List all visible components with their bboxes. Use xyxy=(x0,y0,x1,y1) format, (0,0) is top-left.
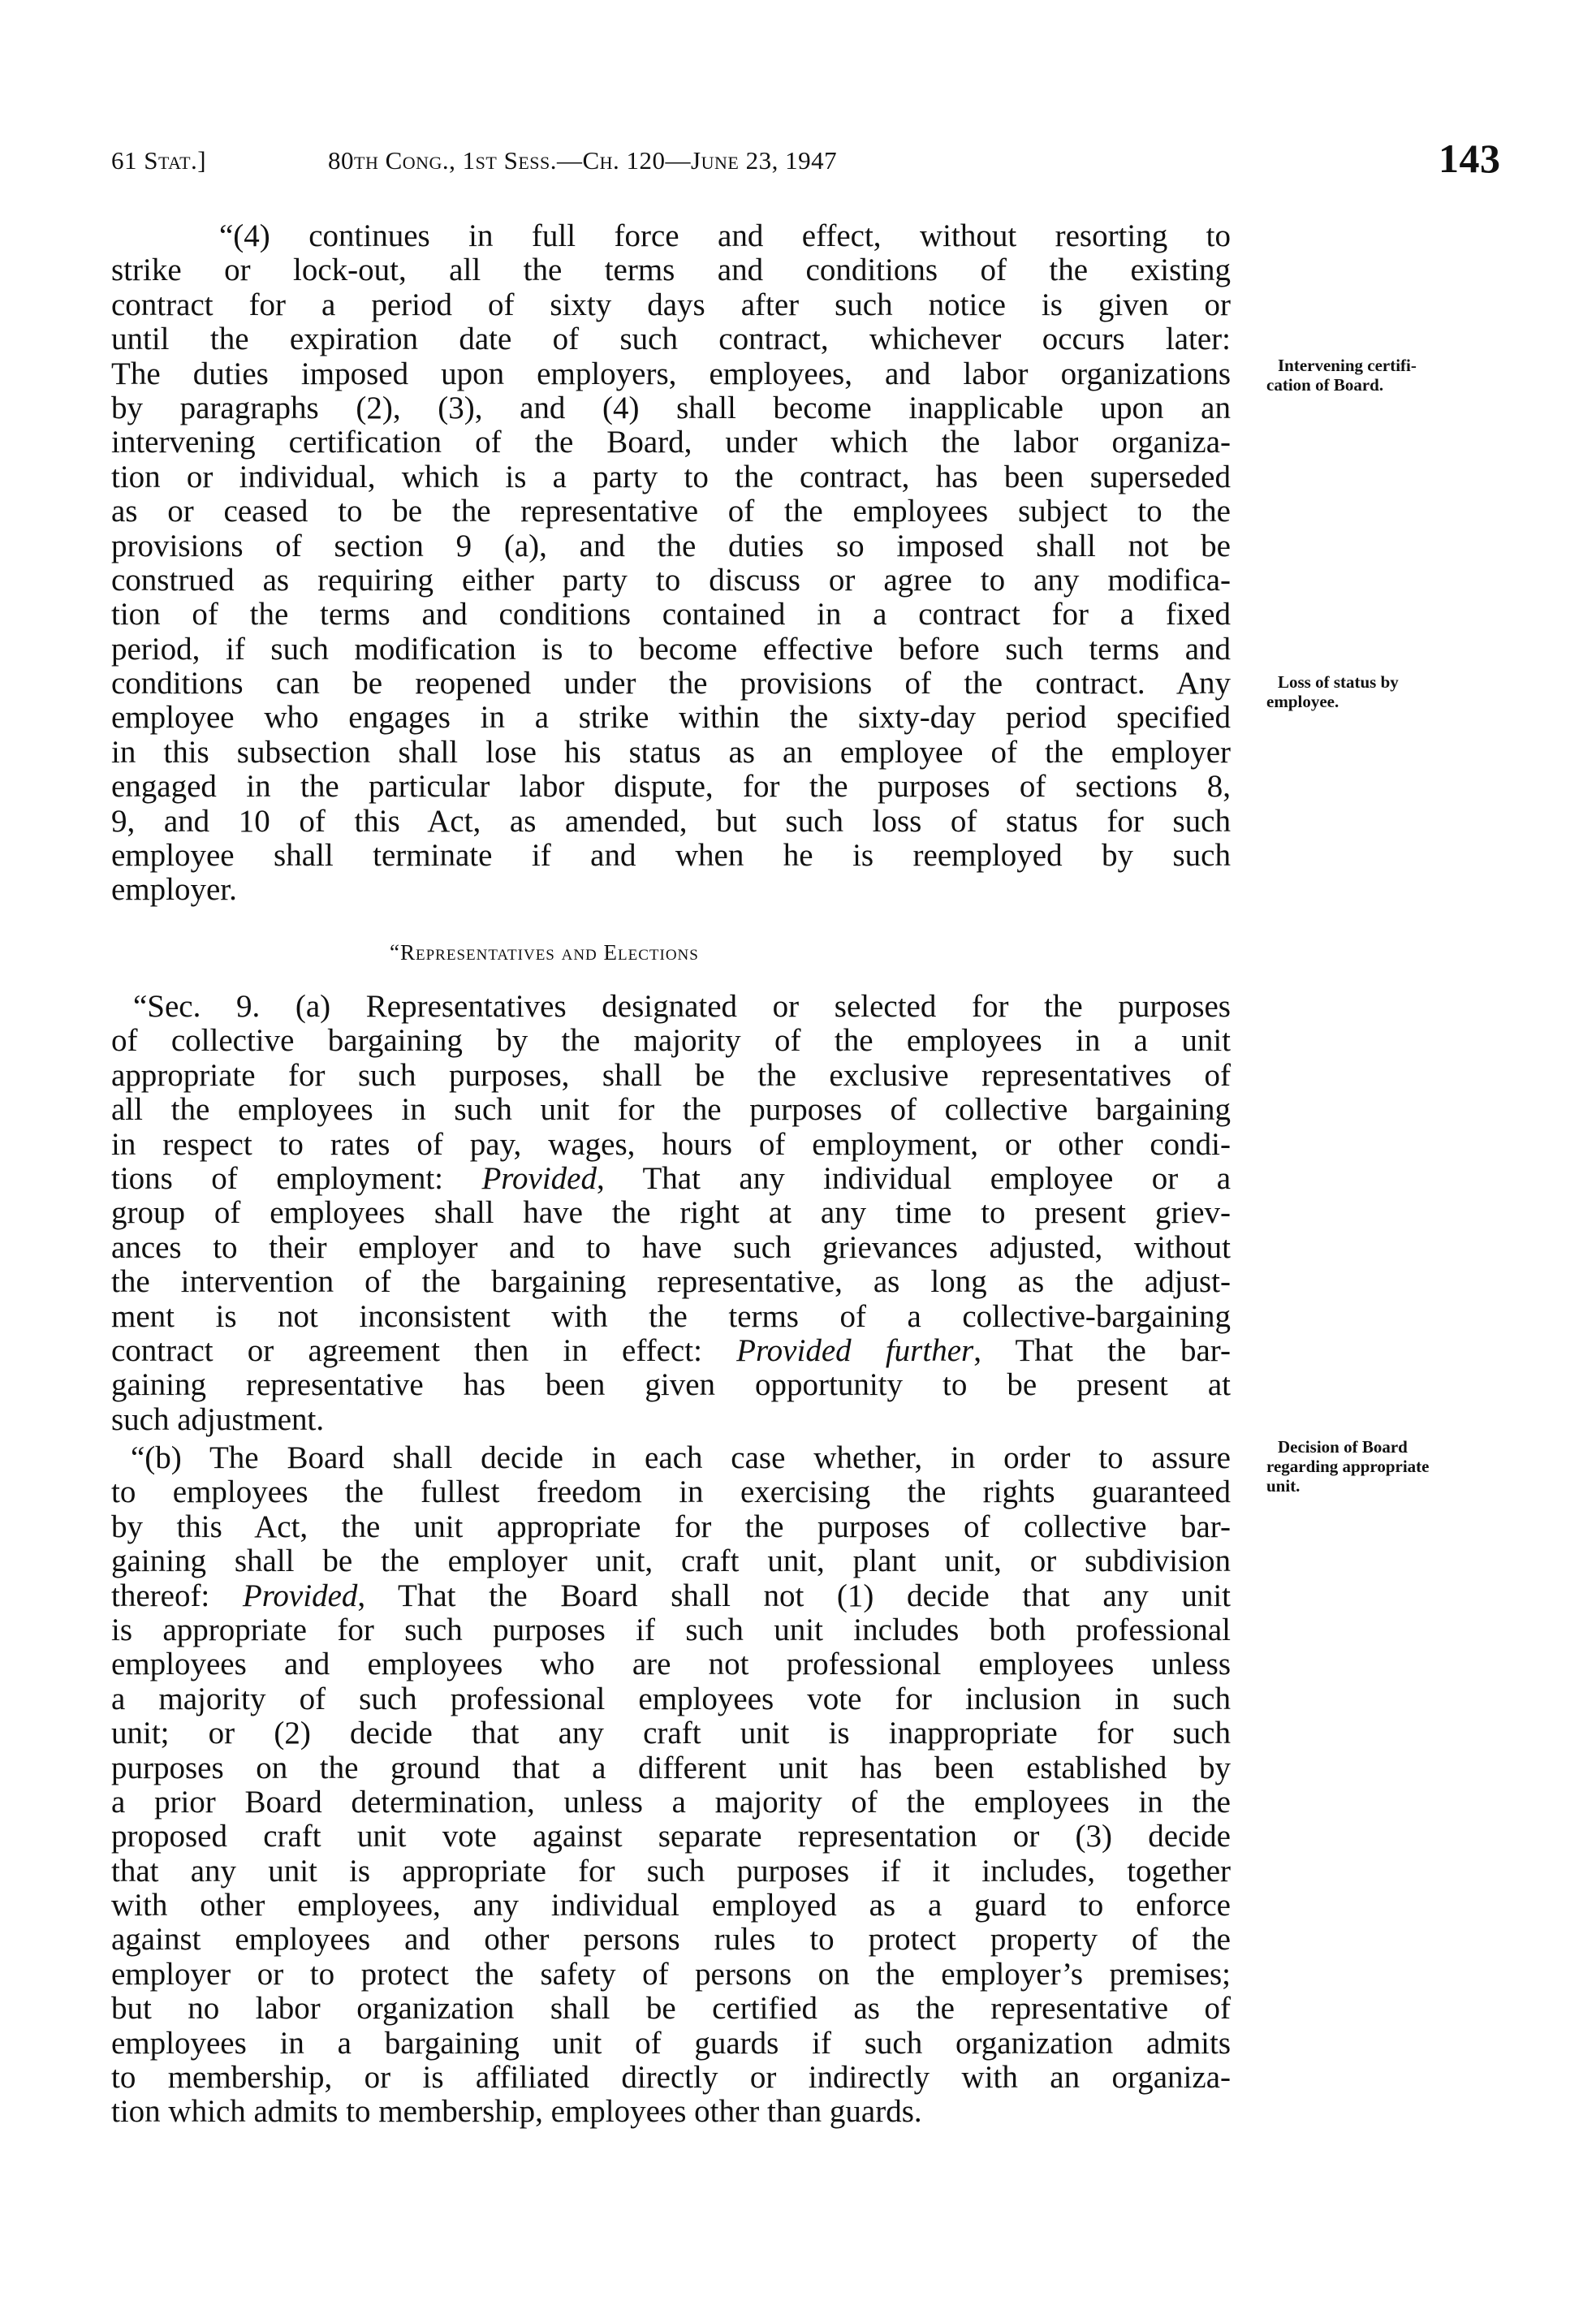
text-segment: tion which admits to membership, employees other than guards. xyxy=(111,2094,922,2130)
text-line xyxy=(111,1820,1231,1854)
text-segment: strike or lock-out, all the terms and conditions of the existing xyxy=(111,253,1231,288)
text-segment: by paragraphs (2), (3), and (4) shall become inapplicable upon an xyxy=(111,390,1231,425)
text-segment: tion or individual, which is a party to the contract, has been superseded xyxy=(111,459,1231,494)
text-line xyxy=(111,494,1231,529)
text-segment: a prior Board determination, unless a majority of the employees in the xyxy=(111,1784,1231,1820)
text-segment: to membership, or is affiliated directly or indirectly with an organiza- xyxy=(111,2060,1231,2096)
text-line xyxy=(111,701,1231,735)
text-segment: group of employees shall have the right at any time to present griev- xyxy=(111,1195,1231,1231)
text-line xyxy=(111,1231,1231,1265)
italic-term: Provided xyxy=(242,1578,358,1613)
text-line xyxy=(111,1751,1231,1785)
text-segment: The duties imposed upon employers, employees, and labor organizations xyxy=(111,356,1231,391)
text-line xyxy=(111,425,1231,460)
text-line xyxy=(111,839,1231,873)
text-segment: provisions of section 9 (a), and the duties so imposed shall not be xyxy=(111,528,1231,563)
text-segment: “(b) The Board shall decide in each case whether, in order to assure xyxy=(131,1440,1231,1475)
text-line xyxy=(111,1196,1231,1230)
text-segment: employer or to protect the safety of persons on the employer’s premises; xyxy=(111,1956,1231,1992)
text-segment: construed as requiring either party to discuss or agree to any modifica- xyxy=(111,562,1231,598)
text-line xyxy=(111,1579,1231,1613)
text-line xyxy=(111,288,1231,322)
text-line xyxy=(111,1647,1231,1682)
text-line xyxy=(111,1716,1231,1751)
text-segment: , That the bar- xyxy=(973,1332,1231,1368)
text-segment: is appropriate for such purposes if such unit includes both professional xyxy=(111,1612,1231,1647)
text-segment: “Sec. 9. (a) Representatives designated or selected for the purposes xyxy=(133,989,1231,1024)
text-line xyxy=(111,1510,1231,1544)
text-segment: intervening certification of the Board, under which the labor organiza- xyxy=(111,425,1231,460)
text-segment: such adjustment. xyxy=(111,1401,325,1437)
text-line xyxy=(111,529,1231,563)
text-line xyxy=(111,1785,1231,1820)
text-line xyxy=(111,990,1231,1024)
text-segment: unit; or (2) decide that any craft unit is inappropriate for such xyxy=(111,1716,1231,1751)
text-line xyxy=(111,1334,1231,1368)
text-line xyxy=(111,1992,1231,2026)
text-segment: a majority of such professional employees vote for inclusion in such xyxy=(111,1681,1231,1716)
section-9b-text xyxy=(111,1441,1231,2130)
paragraph-4-text xyxy=(111,219,1231,908)
italic-term: Provided xyxy=(481,1160,597,1196)
text-segment: by this Act, the unit appropriate for the purposes of collective bar- xyxy=(111,1509,1231,1544)
text-line xyxy=(111,1162,1231,1196)
text-segment: contract or agreement then in effect: xyxy=(111,1332,737,1368)
text-segment: against employees and other persons rules to protect property of the xyxy=(111,1922,1231,1958)
text-line xyxy=(111,598,1231,632)
text-line xyxy=(111,1923,1231,1957)
text-segment: employee shall terminate if and when he is reemployed by such xyxy=(111,838,1231,874)
margin-note-line: Decision of Board xyxy=(1278,1437,1408,1457)
text-line xyxy=(111,736,1231,770)
text-segment: contract for a period of sixty days after such notice is given or xyxy=(111,287,1231,322)
text-segment: 9, and 10 of this Act, as amended, but such loss of status for such xyxy=(111,803,1231,839)
text-line xyxy=(111,873,1231,907)
text-segment: conditions can be reopened under the provisions of the contract. Any xyxy=(111,666,1231,702)
text-segment: employee who engages in a strike within the sixty-day period specified xyxy=(111,700,1231,736)
text-line xyxy=(111,357,1231,391)
text-line xyxy=(111,1059,1231,1093)
margin-note-line: Loss of status by xyxy=(1278,672,1399,692)
text-line xyxy=(111,391,1231,425)
text-segment: employer. xyxy=(111,872,237,908)
text-segment: all the employees in such unit for the purposes of collective bargaining xyxy=(111,1092,1231,1128)
text-segment: in this subsection shall lose his status as an employee of the employer xyxy=(111,734,1231,770)
text-line xyxy=(111,1093,1231,1127)
text-segment: thereof: xyxy=(111,1578,243,1613)
margin-note-loss-of-status xyxy=(1266,672,1486,711)
margin-note-decision-of-board xyxy=(1266,1437,1486,1496)
text-line xyxy=(111,1475,1231,1509)
text-segment: purposes on the ground that a different unit has been established by xyxy=(111,1750,1231,1785)
text-segment: gaining shall be the employer unit, craft unit, plant unit, or subdivision xyxy=(111,1543,1231,1579)
margin-note-line: cation of Board. xyxy=(1266,375,1384,395)
text-segment: employees and employees who are not professional employees unless xyxy=(111,1647,1231,1682)
text-segment: engaged in the particular labor dispute, for the purposes of sections 8, xyxy=(111,769,1231,805)
text-line xyxy=(111,1300,1231,1334)
text-line xyxy=(111,1889,1231,1923)
text-line xyxy=(111,1368,1231,1402)
text-segment: in respect to rates of pay, wages, hours of employment, or other condi- xyxy=(111,1126,1231,1162)
margin-note-line: unit. xyxy=(1266,1476,1301,1496)
text-line xyxy=(111,322,1231,356)
italic-term: Provided further xyxy=(736,1332,974,1368)
text-line xyxy=(111,2061,1231,2095)
text-line xyxy=(111,632,1231,667)
text-segment: to employees the fullest freedom in exercising the rights guaranteed xyxy=(111,1474,1231,1510)
page-number: 143 xyxy=(1439,136,1501,181)
text-segment: “(4) continues in full force and effect, without resorting to xyxy=(219,218,1231,253)
text-line xyxy=(111,1265,1231,1299)
text-line xyxy=(111,1441,1231,1475)
text-segment: proposed craft unit vote against separate representation or (3) decide xyxy=(111,1819,1231,1854)
text-line xyxy=(111,2095,1231,2129)
text-segment: appropriate for such purposes, shall be the exclusive representatives of xyxy=(111,1057,1231,1093)
text-segment: of collective bargaining by the majority of the employees in a unit xyxy=(111,1023,1231,1059)
text-line xyxy=(111,1544,1231,1578)
text-line xyxy=(111,563,1231,598)
margin-note-line: employee. xyxy=(1266,692,1339,711)
text-line xyxy=(111,460,1231,494)
text-line xyxy=(111,667,1231,701)
text-segment: employees in a bargaining unit of guards if such organization admits xyxy=(111,2025,1231,2061)
section-heading: “Representatives and Elections xyxy=(390,940,699,965)
text-segment: period, if such modification is to become effective before such terms and xyxy=(111,631,1231,667)
text-segment: gaining representative has been given opportunity to be present at xyxy=(111,1367,1231,1403)
text-segment: tion of the terms and conditions contained in a contract for a fixed xyxy=(111,597,1231,632)
text-segment: ances to their employer and to have such grievances adjusted, without xyxy=(111,1229,1231,1265)
text-line xyxy=(111,1403,1231,1437)
text-line xyxy=(111,219,1231,253)
text-line xyxy=(111,1024,1231,1058)
text-line xyxy=(111,2027,1231,2061)
text-line xyxy=(111,253,1231,287)
text-line xyxy=(111,770,1231,804)
text-segment: that any unit is appropriate for such purposes if it includes, together xyxy=(111,1853,1231,1889)
text-line xyxy=(111,805,1231,839)
margin-note-intervening-certification xyxy=(1266,356,1486,395)
margin-note-line: regarding appropriate xyxy=(1266,1457,1430,1476)
text-line xyxy=(111,1128,1231,1162)
text-line xyxy=(111,1958,1231,1992)
text-segment: tions of employment: xyxy=(111,1160,482,1196)
text-segment: but no labor organization shall be certified as the representative of xyxy=(111,1991,1231,2027)
text-segment: , That the Board shall not (1) decide that any unit xyxy=(357,1578,1232,1613)
margin-note-line: Intervening certifi- xyxy=(1278,356,1417,375)
section-9a-text xyxy=(111,990,1231,1437)
text-line xyxy=(111,1613,1231,1647)
text-segment: , That any individual employee or a xyxy=(596,1160,1232,1196)
header-session-chapter: 80th Cong., 1st Sess.—Ch. 120—June 23, 1947 xyxy=(328,146,838,175)
text-segment: the intervention of the bargaining representative, as long as the adjust- xyxy=(111,1264,1231,1300)
text-segment: as or ceased to be the representative of the employees subject to the xyxy=(111,494,1231,529)
text-line xyxy=(111,1682,1231,1716)
header-statute-ref: 61 Stat.] xyxy=(111,146,207,175)
text-line xyxy=(111,1854,1231,1889)
text-segment: until the expiration date of such contract, whichever occurs later: xyxy=(111,322,1231,357)
text-segment: ment is not inconsistent with the terms of a collective-bargaining xyxy=(111,1298,1231,1334)
text-segment: with other employees, any individual employed as a guard to enforce xyxy=(111,1888,1231,1923)
